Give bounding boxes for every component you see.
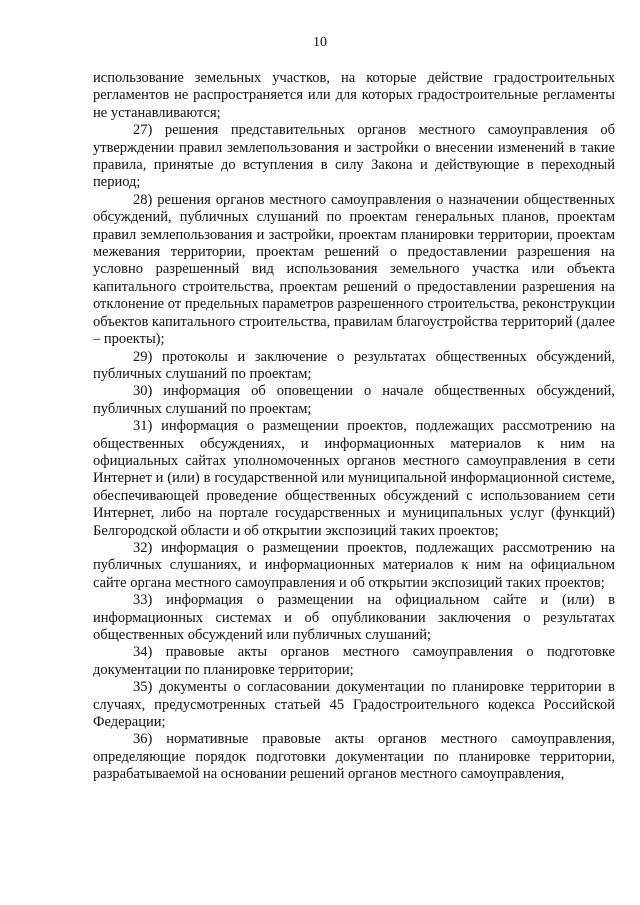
paragraph: 28) решения органов местного самоуправления о назначении общественных обсуждений, публичных слушаний по проектам генеральных планов, проектам правил землепользования и застройки, проектам планировки территории, проектам межевания территории, проектам решений о предоставлении разрешения на условно разрешенный вид использования земельного участка или объекта капитального строительства, проектам решений о предоставлении разрешения на отклонение от предельных параметров разрешенного строительства, реконструкции объектов капитального строительства, правилам благоустройства территорий (далее – проекты); (93, 191, 615, 348)
paragraph: использование земельных участков, на которые действие градостроительных регламентов не распространяется или для которых градостроительные регламенты не устанавливаются; (93, 70, 615, 121)
paragraph: 36) нормативные правовые акты органов местного самоуправления, определяющие порядок подготовки документации по планировке территории, разрабатываемой на основании решений органов местного самоуправления, (93, 731, 615, 783)
paragraph: 31) информация о размещении проектов, подлежащих рассмотрению на общественных обсуждениях, и информационных материалов к ним на официальных сайтах уполномоченных органов местного самоуправления в сети Интернет и (или) в государственной или муниципальной информационной системе, обеспечивающей проведение общественных обсуждений с использованием сети Интернет, либо на портале государственных и муниципальных услуг (функций) Белгородской области и об открытии экспозиций таких проектов; (93, 418, 615, 539)
document-body (93, 70, 615, 784)
paragraph: 29) протоколы и заключение о результатах общественных обсуждений, публичных слушаний по проектам; (93, 348, 615, 382)
paragraph: 32) информация о размещении проектов, подлежащих рассмотрению на публичных слушаниях, и информационных материалов к ним на официальном сайте органа местного самоуправления и об открытии экспозиций таких проектов; (93, 539, 615, 591)
paragraph: 33) информация о размещении на официальном сайте и (или) в информационных системах и об опубликовании заключения о результатах общественных обсуждений или публичных слушаний; (93, 592, 615, 643)
paragraph: 34) правовые акты органов местного самоуправления о подготовке документации по планировке территории; (93, 644, 615, 678)
paragraph: 30) информация об оповещении о начале общественных обсуждений, публичных слушаний по проектам; (93, 383, 615, 417)
page-number: 10 (313, 35, 327, 50)
paragraph: 35) документы о согласовании документации по планировке территории в случаях, предусмотренных статьей 45 Градостроительного кодекса Российской Федерации; (93, 679, 615, 731)
paragraph: 27) решения представительных органов местного самоуправления об утверждении правил землепользования и застройки о внесении изменений в такие правила, принятые до вступления в силу Закона и действующие в переходный период; (93, 122, 615, 191)
